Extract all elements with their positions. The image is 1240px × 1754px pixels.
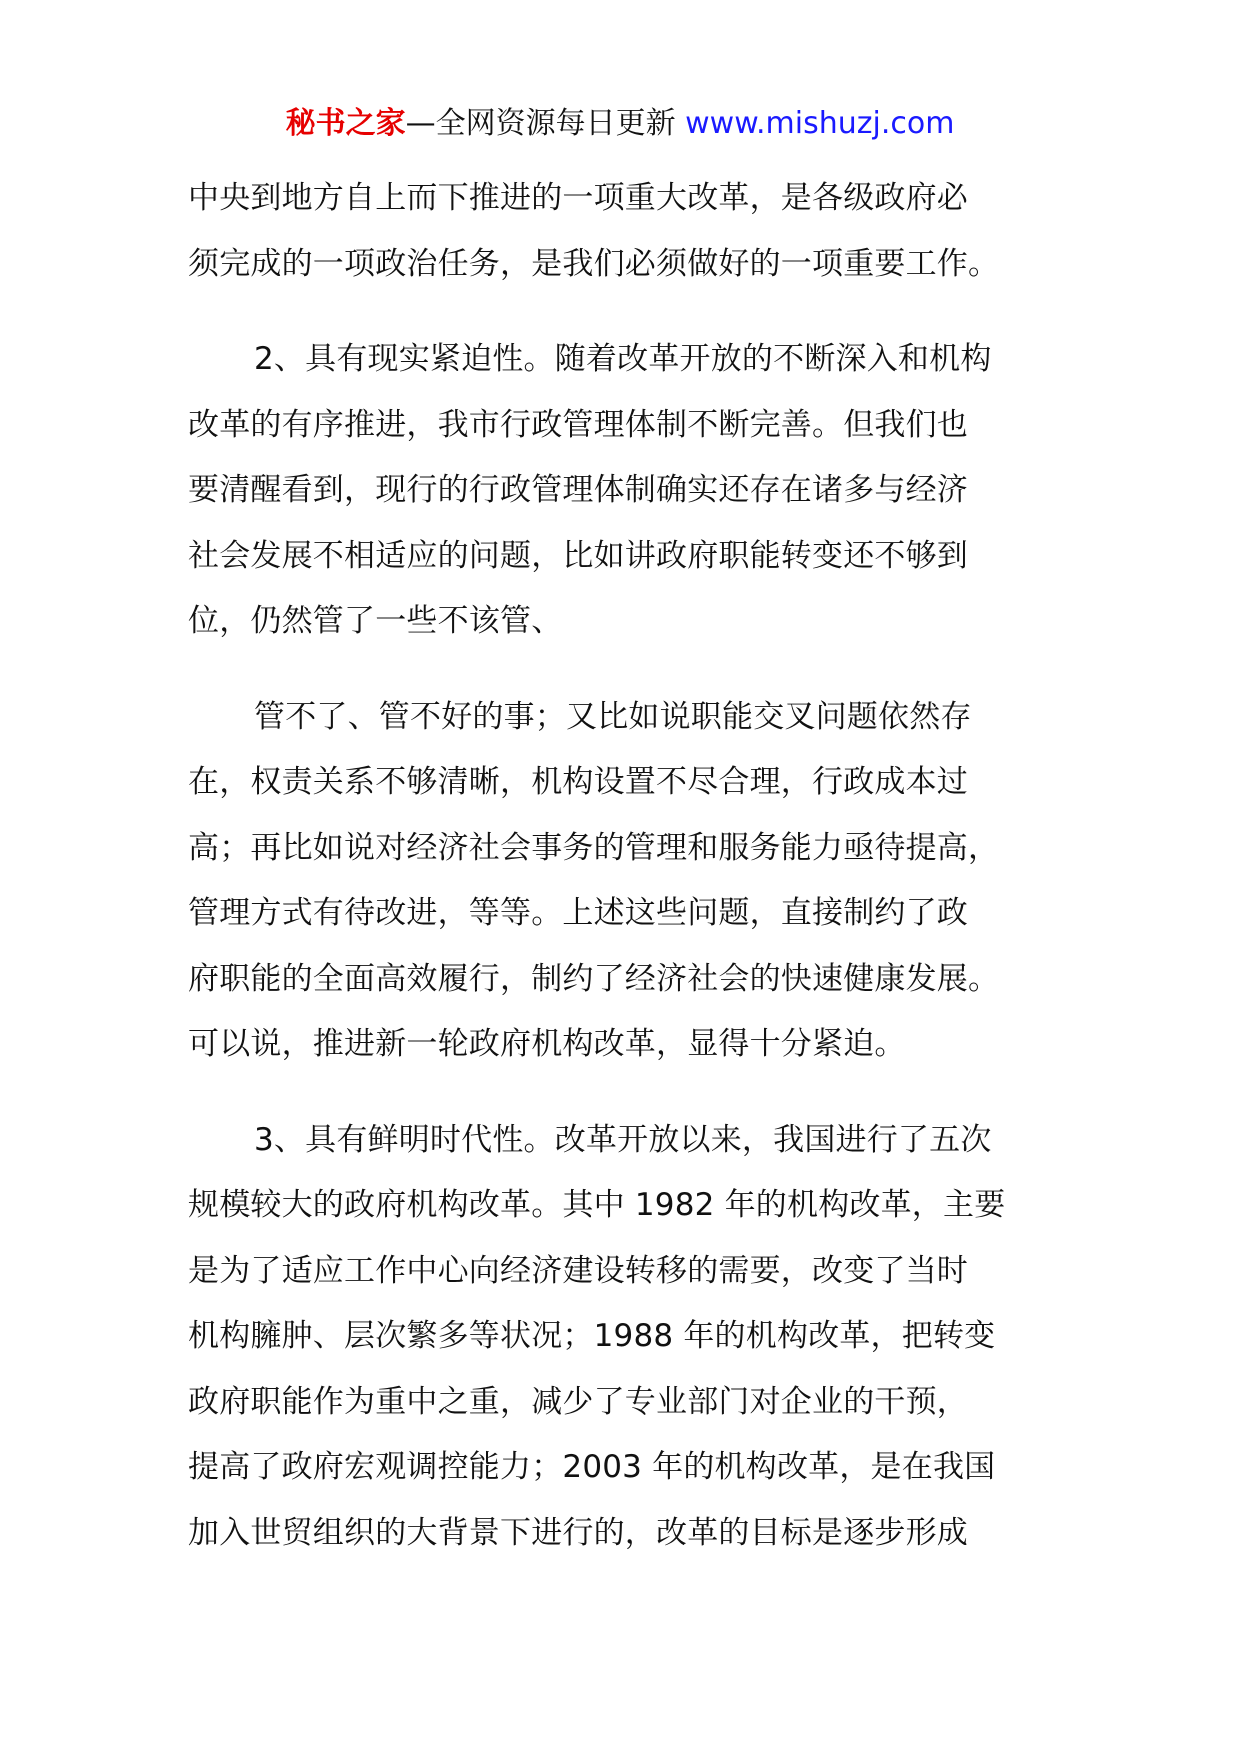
document-body xyxy=(188,166,1068,1566)
text-line: 要清醒看到，现行的行政管理体制确实还存在诸多与经济 xyxy=(188,472,968,508)
text-line: 可以说，推进新一轮政府机构改革，显得十分紧迫。 xyxy=(188,1026,906,1062)
text-line: 位，仍然管了一些不该管、 xyxy=(188,603,563,639)
text-line: 是为了适应工作中心向经济建设转移的需要，改变了当时 xyxy=(188,1252,968,1289)
text-line: 社会发展不相适应的问题，比如讲政府职能转变还不够到 xyxy=(188,537,968,574)
text-line: 府职能的全面高效履行，制约了经济社会的快速健康发展。 xyxy=(188,960,1000,997)
text-line: 在，权责关系不够清晰，机构设置不尽合理，行政成本过 xyxy=(188,764,968,800)
paragraph xyxy=(188,327,1068,655)
text-line: 机构臃肿、层次繁多等状况；1988 年的机构改革，把转变 xyxy=(188,1318,996,1354)
text-line: 加入世贸组织的大背景下进行的，改革的目标是逐步形成 xyxy=(188,1514,968,1551)
text-line: 高；再比如说对经济社会事务的管理和服务能力亟待提高， xyxy=(188,829,1000,866)
text-line: 政府职能作为重中之重，减少了专业部门对企业的干预， xyxy=(188,1383,968,1420)
paragraph xyxy=(188,685,1068,1078)
paragraph xyxy=(188,166,1068,297)
header-url[interactable]: www.mishuzj.com xyxy=(685,106,955,141)
text-line: 中央到地方自上而下推进的一项重大改革，是各级政府必 xyxy=(188,180,968,216)
text-line: 管不了、管不好的事；又比如说职能交叉问题依然存 xyxy=(254,698,972,735)
text-line: 3、具有鲜明时代性。改革开放以来，我国进行了五次 xyxy=(254,1121,992,1158)
paragraph xyxy=(188,1108,1068,1567)
page-header xyxy=(0,104,1240,144)
text-line: 提高了政府宏观调控能力；2003 年的机构改革，是在我国 xyxy=(188,1449,996,1485)
text-line: 改革的有序推进，我市行政管理体制不断完善。但我们也 xyxy=(188,406,968,443)
text-line: 2、具有现实紧迫性。随着改革开放的不断深入和机构 xyxy=(254,341,992,377)
header-tagline: —全网资源每日更新 xyxy=(405,106,676,141)
brand-name: 秘书之家 xyxy=(285,106,406,141)
text-line: 须完成的一项政治任务，是我们必须做好的一项重要工作。 xyxy=(188,245,1000,282)
text-line: 管理方式有待改进，等等。上述这些问题，直接制约了政 xyxy=(188,895,968,931)
text-line: 规模较大的政府机构改革。其中 1982 年的机构改革，主要 xyxy=(188,1187,1006,1223)
